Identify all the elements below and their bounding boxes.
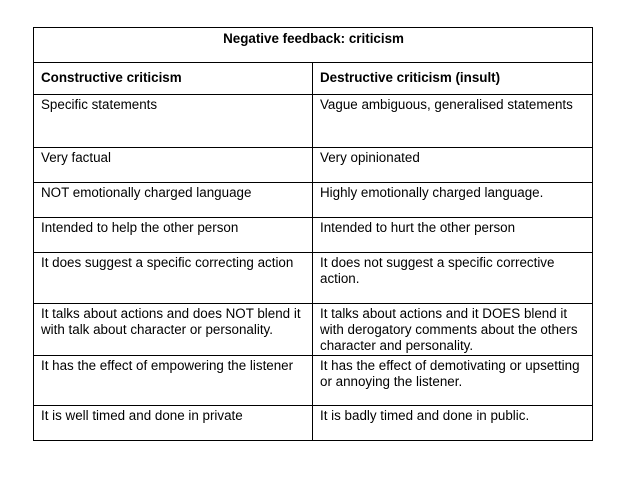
criticism-table [33,27,593,441]
constructive-cell: Very factual [34,148,313,183]
table-row [34,148,593,183]
constructive-cell: Intended to help the other person [34,218,313,253]
destructive-cell: It talks about actions and it DOES blend it with derogatory comments about the others character and personality. [313,304,593,356]
table-row [34,218,593,253]
table-row [34,356,593,406]
table-row [34,95,593,148]
table-row [34,304,593,356]
constructive-cell: It does suggest a specific correcting action [34,253,313,304]
constructive-cell: Specific statements [34,95,313,148]
table-title-row [34,28,593,63]
destructive-cell: It does not suggest a specific corrective action. [313,253,593,304]
constructive-cell: It talks about actions and does NOT blend it with talk about character or personality. [34,304,313,356]
header-destructive: Destructive criticism (insult) [313,63,593,95]
table-title: Negative feedback: criticism [34,28,593,63]
constructive-cell: NOT emotionally charged language [34,183,313,218]
destructive-cell: Intended to hurt the other person [313,218,593,253]
destructive-cell: It is badly timed and done in public. [313,406,593,441]
constructive-cell: It has the effect of empowering the listener [34,356,313,406]
table-row [34,406,593,441]
destructive-cell: It has the effect of demotivating or upsetting or annoying the listener. [313,356,593,406]
table-row [34,253,593,304]
constructive-cell: It is well timed and done in private [34,406,313,441]
destructive-cell: Very opinionated [313,148,593,183]
destructive-cell: Vague ambiguous, generalised statements [313,95,593,148]
header-constructive: Constructive criticism [34,63,313,95]
table-header-row [34,63,593,95]
destructive-cell: Highly emotionally charged language. [313,183,593,218]
table-row [34,183,593,218]
